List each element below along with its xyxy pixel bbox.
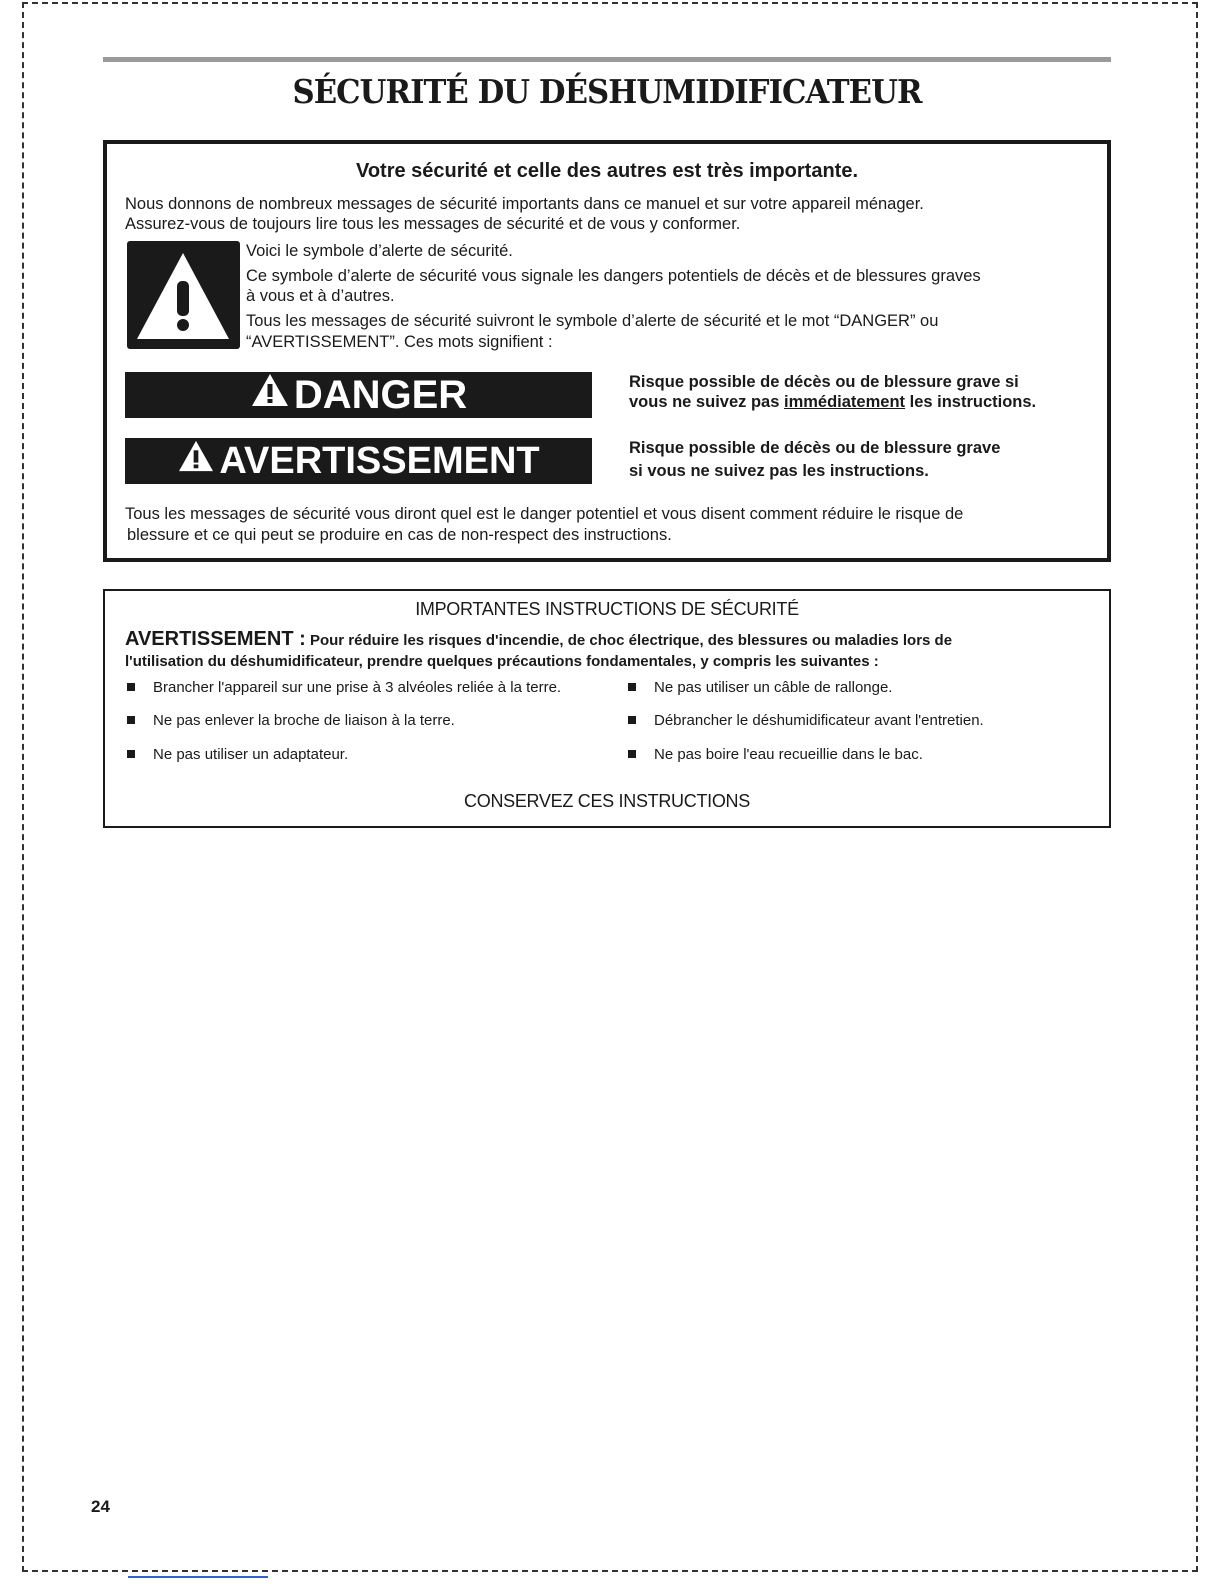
intro-line-1: Nous donnons de nombreux messages de sécurité importants dans ce manuel et sur votre appareil ménager. — [125, 195, 924, 213]
warning-text-line-2: l'utilisation du déshumidificateur, prendre quelques précautions fondamentales, y compris les suivantes : — [125, 653, 879, 670]
warning-text-line-1: Pour réduire les risques d'incendie, de choc électrique, des blessures ou maladies lors de — [309, 632, 953, 649]
instructions-warning — [125, 629, 1085, 672]
list-item: Ne pas utiliser un câble de rallonge. — [628, 679, 892, 696]
warning-word: AVERTISSEMENT : — [125, 628, 306, 650]
symbol-line-3a: Tous les messages de sécurité suivront le symbole d’alerte de sécurité et le mot “DANGER” ou — [246, 312, 939, 330]
page-number: 24 — [91, 1497, 110, 1516]
symbol-line-2b: à vous et à d’autres. — [246, 287, 395, 305]
intro-line-2: Assurez-vous de toujours lire tous les messages de sécurité et de vous y conformer. — [125, 215, 741, 233]
immediately-emphasis: immédiatement — [783, 393, 906, 411]
title-rule — [103, 57, 1111, 62]
instructions-heading: IMPORTANTES INSTRUCTIONS DE SÉCURITÉ — [415, 599, 799, 619]
warning-desc-line-1: Risque possible de décès ou de blessure grave — [629, 439, 1001, 457]
warning-banner — [125, 438, 592, 484]
safety-box — [103, 140, 1111, 562]
symbol-line-2a: Ce symbole d’alerte de sécurité vous signale les dangers potentiels de décès et de blessures graves — [246, 267, 981, 285]
list-item: Ne pas utiliser un adaptateur. — [127, 746, 348, 763]
warning-desc-line-2: si vous ne suivez pas les instructions. — [629, 462, 929, 480]
list-item: Débrancher le déshumidificateur avant l'entretien. — [628, 712, 984, 729]
list-item: Ne pas boire l'eau recueillie dans le bac. — [628, 746, 923, 763]
closing-line-1: Tous les messages de sécurité vous diront quel est le danger potentiel et vous disent comment réduire le risque de — [125, 505, 964, 523]
link-underline — [128, 1576, 268, 1578]
closing-line-2: blessure et ce qui peut se produire en cas de non-respect des instructions. — [127, 526, 672, 544]
danger-label: DANGER — [293, 372, 468, 417]
safety-box-heading: Votre sécurité et celle des autres est très importante. — [355, 160, 859, 182]
danger-desc-line-1: Risque possible de décès ou de blessure grave si — [629, 373, 1019, 391]
alert-triangle-icon — [177, 439, 215, 483]
symbol-line-1: Voici le symbole d’alerte de sécurité. — [246, 242, 513, 260]
danger-desc-line-2: vous ne suivez pas immédiatement les instructions. — [629, 393, 1037, 411]
danger-banner — [125, 372, 592, 418]
safety-alert-icon — [127, 241, 240, 349]
instructions-box — [103, 589, 1111, 828]
instructions-footer: CONSERVEZ CES INSTRUCTIONS — [464, 791, 750, 811]
symbol-line-3b: “AVERTISSEMENT”. Ces mots signifient : — [246, 333, 553, 351]
list-item: Ne pas enlever la broche de liaison à la terre. — [127, 712, 455, 729]
list-item: Brancher l'appareil sur une prise à 3 alvéoles reliée à la terre. — [127, 679, 561, 696]
alert-triangle-icon — [250, 372, 290, 418]
page-title: SÉCURITÉ DU DÉSHUMIDIFICATEUR — [292, 72, 922, 111]
warning-label: AVERTISSEMENT — [219, 439, 540, 482]
